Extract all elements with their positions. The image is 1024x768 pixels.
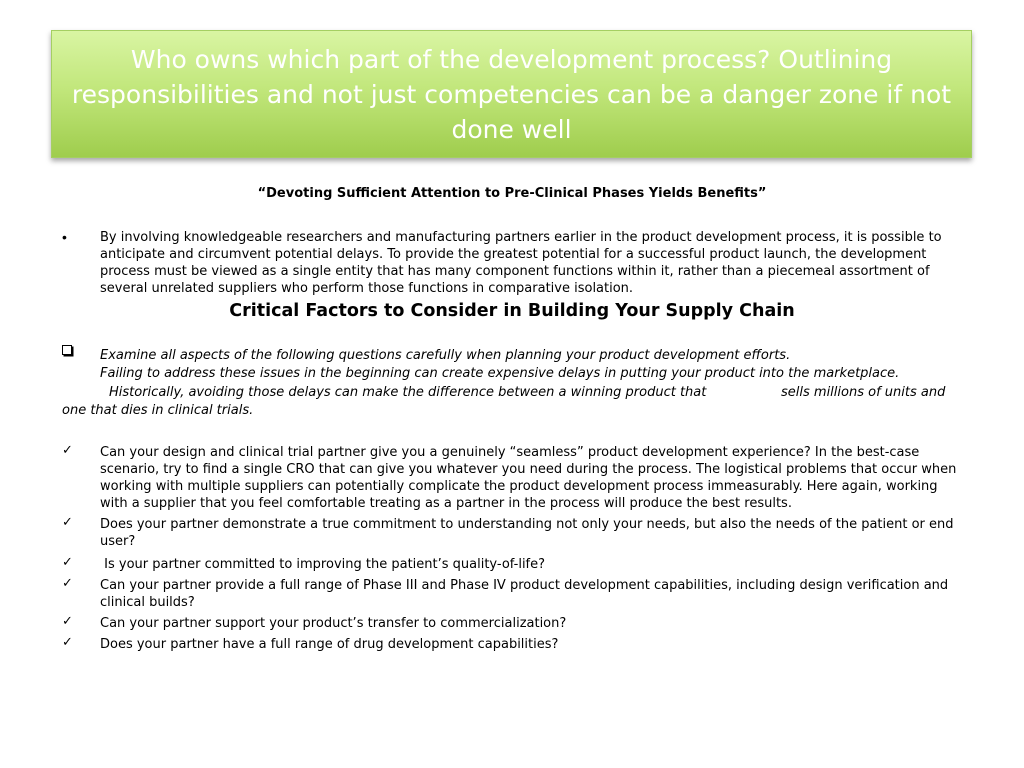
check-item-6	[62, 636, 962, 653]
intro-bullet	[62, 229, 962, 297]
check-item-4	[62, 577, 962, 611]
intro-paragraph: By involving knowledgeable researchers and manufacturing partners earlier in the product development process, it is possible to anticipate and circumvent potential delays. To provide the greatest potential for a successful product launch, the development process must be viewed as a single entity that has many component functions within it, rather than a piecemeal assortment of several unrelated suppliers who perform those functions in comparative isolation.	[100, 230, 942, 296]
checkmark-icon: ✓	[62, 614, 73, 629]
section-heading: Critical Factors to Consider in Building Your Supply Chain	[229, 301, 795, 321]
check-text-2: Does your partner demonstrate a true commitment to understanding not only your needs, but also the needs of the patient or end user?	[100, 517, 954, 549]
examine-line-3b: sells millions of units and	[781, 385, 946, 400]
check-text-5: Can your partner support your product’s transfer to commercialization?	[100, 616, 567, 631]
checkmark-icon: ✓	[62, 635, 73, 650]
slide-title: Who owns which part of the development process? Outlining responsibilities and not just competencies can be a danger zone if not done well	[71, 44, 952, 144]
examine-line-1: Examine all aspects of the following questions carefully when planning your product development efforts.	[100, 348, 791, 363]
checkmark-icon: ✓	[62, 443, 73, 458]
quote-heading: “Devoting Sufficient Attention to Pre-Clinical Phases Yields Benefits”	[257, 186, 767, 201]
checkmark-icon: ✓	[62, 576, 73, 591]
examine-line-2: Failing to address these issues in the beginning can create expensive delays in putting your product into the marketplace.	[100, 366, 900, 381]
title-banner	[51, 30, 972, 158]
check-text-1: Can your design and clinical trial partner give you a genuinely “seamless” product development experience? In the best-case scenario, try to find a single CRO that can give you whatever you need during the process. The logistical problems that occur when working with multiple suppliers can potentially complicate the product development process immeasurably. Here again, working with a supplier that you feel comfortable treating as a partner in the process will produce the best results.	[100, 445, 957, 511]
check-item-5	[62, 615, 962, 632]
examine-line-4: one that dies in clinical trials.	[62, 403, 254, 418]
examine-historical	[62, 384, 962, 420]
checklist	[62, 436, 962, 653]
checkmark-icon: ✓	[62, 515, 73, 530]
check-item-2	[62, 516, 962, 550]
check-item-3	[62, 556, 962, 573]
examine-block	[62, 343, 962, 418]
bullet-dot-icon: •	[62, 229, 67, 245]
check-item-1	[62, 444, 962, 512]
check-text-3: Is your partner committed to improving the patient’s quality-of-life?	[100, 557, 546, 572]
check-text-6: Does your partner have a full range of drug development capabilities?	[100, 637, 559, 652]
checkmark-icon: ✓	[62, 555, 73, 570]
examine-line-3a: Historically, avoiding those delays can make the difference between a winning product that	[109, 385, 707, 400]
check-text-4: Can your partner provide a full range of Phase III and Phase IV product development capabilities, including design verification and clinical builds?	[100, 578, 949, 610]
checkbox-square-icon	[62, 345, 72, 355]
